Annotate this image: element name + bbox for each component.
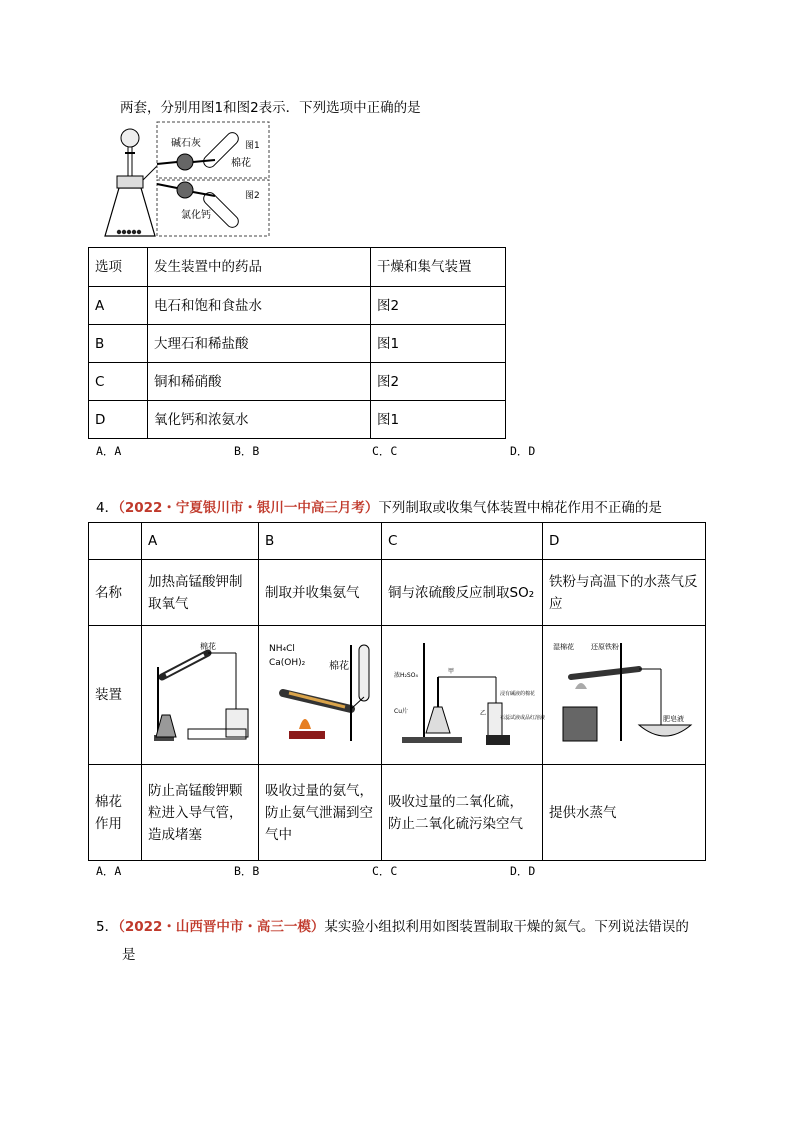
device-cell-b <box>259 626 382 765</box>
table-cell: 防止高锰酸钾颗粒进入导气管，造成堵塞 <box>142 765 259 861</box>
q4-role-label: 棉花作用 <box>89 765 142 861</box>
table-cell: 氧化钙和浓氨水 <box>148 401 371 439</box>
apparatus-c-image <box>388 637 546 747</box>
q5-stem-line1 <box>96 915 689 935</box>
q4-number: 4． <box>96 500 119 516</box>
table-cell: 图2 <box>371 287 506 325</box>
table-cell: 提供水蒸气 <box>543 765 706 861</box>
q4-header-a: A <box>142 523 259 560</box>
apparatus-d-image <box>549 637 699 747</box>
device-cell-d <box>543 626 706 765</box>
table-cell: 铜与浓硫酸反应制取SO₂ <box>382 560 543 626</box>
q3-option-a[interactable]: A．A <box>96 444 122 458</box>
label-fig1: 图1 <box>245 141 260 151</box>
label-cacl2: 氯化钙 <box>181 210 211 221</box>
table-row <box>89 287 506 325</box>
table-cell: B <box>89 325 148 363</box>
q4-table <box>88 522 706 861</box>
table-row <box>89 325 506 363</box>
table-row <box>89 401 506 439</box>
device-cell-a <box>142 626 259 765</box>
label-c-h2so4: 浓H₂SO₄ <box>394 671 418 679</box>
q3-header-apparatus: 干燥和集气装置 <box>371 248 506 287</box>
label-c-litmus: 石蕊试液或品红溶液 <box>500 714 546 721</box>
q5-source: （2022・山西晋中市・高三一模） <box>118 919 325 935</box>
q4-header-d: D <box>543 523 706 560</box>
label-c-cotton: 浸有碱液的棉花 <box>500 690 536 697</box>
q3-option-b[interactable]: B．B <box>234 444 260 458</box>
label-cotton: 棉花 <box>231 158 251 169</box>
q4-header-b: B <box>259 523 382 560</box>
label-b-caoh2: Ca(OH)₂ <box>269 657 306 668</box>
table-cell: 电石和饱和食盐水 <box>148 287 371 325</box>
q3-option-d[interactable]: D．D <box>510 444 536 458</box>
q4-name-label: 名称 <box>89 560 142 626</box>
label-d-iron: 还原铁粉 <box>591 642 619 651</box>
q4-header-c: C <box>382 523 543 560</box>
q3-options-table <box>88 247 506 439</box>
q4-option-d[interactable]: D．D <box>510 864 536 878</box>
table-cell: 大理石和稀盐酸 <box>148 325 371 363</box>
table-cell: 吸收过量的氨气，防止氨气泄漏到空气中 <box>259 765 382 861</box>
q4-option-c[interactable]: C．C <box>372 864 398 878</box>
q5-number: 5． <box>96 919 119 935</box>
q4-stem-text: 下列制取或收集气体装置中棉花作用不正确的是 <box>378 500 662 516</box>
q5-stem-line2: 是 <box>122 947 136 963</box>
label-c-cu: Cu片 <box>394 707 408 715</box>
table-cell: A <box>89 287 148 325</box>
table-row <box>89 363 506 401</box>
table-cell: 铁粉与高温下的水蒸气反应 <box>543 560 706 626</box>
table-cell: 图1 <box>371 325 506 363</box>
label-fig2: 图2 <box>245 191 260 201</box>
table-row <box>89 626 706 765</box>
q3-apparatus-figure <box>95 118 275 246</box>
table-cell: C <box>89 363 148 401</box>
q4-header-blank <box>89 523 142 560</box>
label-a-cotton: 棉花 <box>200 641 216 651</box>
table-cell: 加热高锰酸钾制取氧气 <box>142 560 259 626</box>
label-c-yi: 乙 <box>480 709 487 717</box>
label-c-jia: 甲 <box>448 667 455 675</box>
q4-source: （2022・宁夏银川市・银川一中高三月考） <box>118 500 379 516</box>
table-cell: 吸收过量的二氧化硫，防止二氧化硫污染空气 <box>382 765 543 861</box>
q5-stem-text: 某实验小组拟利用如图装置制取干燥的氮气。下列说法错误的 <box>324 919 689 935</box>
q4-stem <box>96 496 662 516</box>
q4-option-b[interactable]: B．B <box>234 864 260 878</box>
table-row <box>89 765 706 861</box>
table-row <box>89 560 706 626</box>
q3-option-c[interactable]: C．C <box>372 444 398 458</box>
label-d-soap: 肥皂液 <box>663 714 684 723</box>
apparatus-a-image <box>148 637 252 747</box>
label-soda-lime: 碱石灰 <box>171 138 201 149</box>
table-cell: 铜和稀硝酸 <box>148 363 371 401</box>
q4-device-label: 装置 <box>89 626 142 765</box>
q3-header-reagents: 发生装置中的药品 <box>148 248 371 287</box>
table-cell: 制取并收集氨气 <box>259 560 382 626</box>
label-b-nh4cl: NH₄Cl <box>269 643 295 654</box>
q4-option-a[interactable]: A．A <box>96 864 122 878</box>
table-cell: 图1 <box>371 401 506 439</box>
device-cell-c <box>382 626 546 765</box>
q3-intro: 两套，分别用图1和图2表示．下列选项中正确的是 <box>120 100 421 116</box>
table-cell: 图2 <box>371 363 506 401</box>
q3-header-option: 选项 <box>89 248 148 287</box>
label-d-wet-cotton: 湿棉花 <box>553 642 574 651</box>
label-b-cotton: 棉花 <box>329 660 349 672</box>
apparatus-b-image <box>265 637 375 747</box>
table-cell: D <box>89 401 148 439</box>
